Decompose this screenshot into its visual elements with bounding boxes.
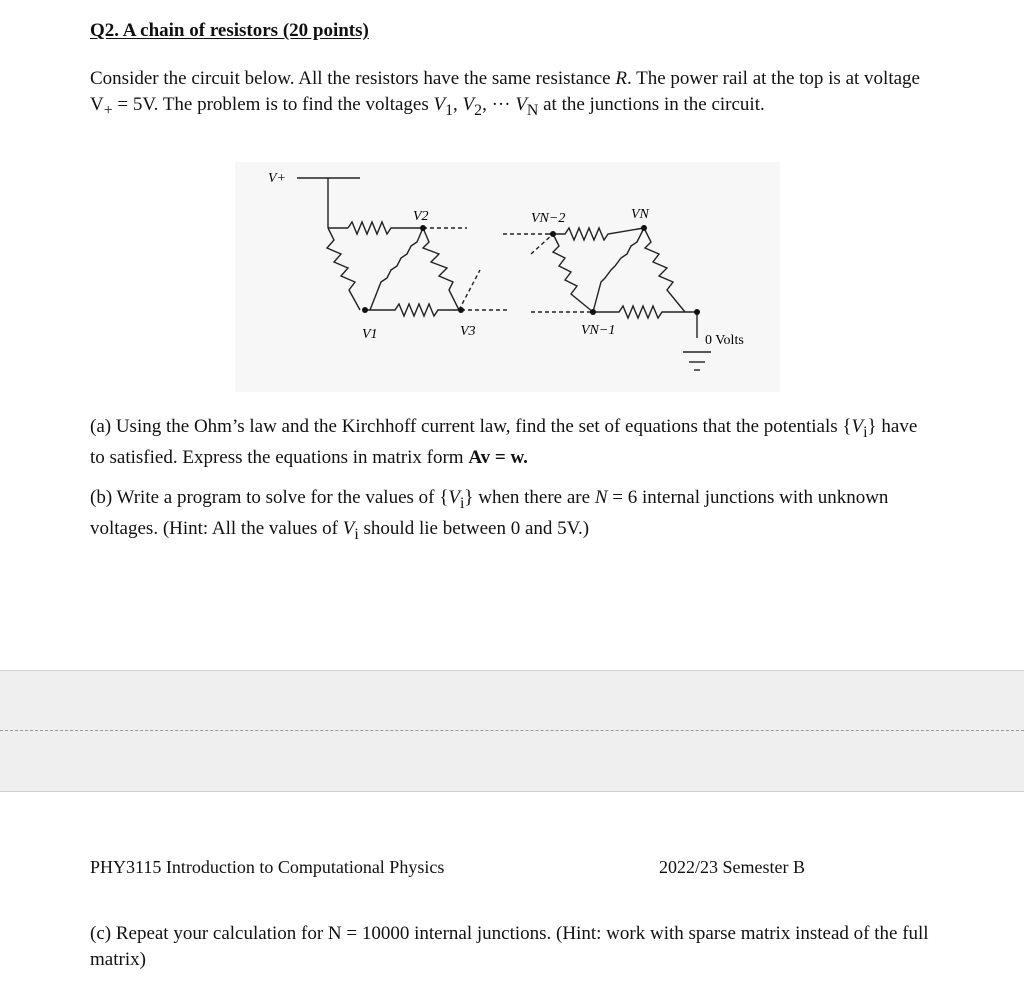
intro-comma-2: , ···: [482, 93, 516, 115]
label-v1: V1: [362, 327, 378, 342]
junction-v1: [362, 307, 368, 313]
junction-ground: [694, 309, 700, 315]
part-b-text-4: should lie between 0 and 5V.): [358, 518, 590, 540]
junction-vn: [641, 225, 647, 231]
v1-symbol: V: [433, 93, 446, 115]
part-b-vi2-symbol: V: [342, 518, 355, 540]
intro-text-4: at the junctions in the circuit.: [538, 93, 765, 115]
label-v3: V3: [460, 324, 476, 339]
part-a-text-2: } have to satisfied. Express the equations in matrix form: [90, 416, 918, 469]
part-b-n-symbol: N: [594, 487, 608, 508]
junction-v3: [458, 307, 464, 313]
semester-footer: 2022/23 Semester B: [659, 857, 805, 877]
label-vn: VN: [631, 207, 649, 222]
part-b-vi-subscript: i: [459, 494, 465, 512]
intro-text-2: . The power rail at the top is at voltage V: [90, 68, 920, 115]
part-a-paragraph: [90, 414, 930, 471]
part-b-vi-symbol: V: [448, 487, 460, 508]
page-break-top-band: [0, 670, 1024, 731]
junction-v2: [420, 225, 426, 231]
resistance-symbol: R: [615, 68, 627, 89]
part-b-text-2: } when there are: [464, 487, 595, 508]
v1-subscript: 1: [445, 101, 454, 119]
vplus-subscript: +: [103, 101, 113, 119]
v2-subscript: 2: [474, 101, 483, 119]
part-b-vi2-subscript: i: [354, 526, 359, 544]
junction-vn2: [550, 231, 556, 237]
matrix-equation: Av = w.: [468, 447, 528, 469]
vn-subscript: N: [526, 101, 539, 119]
label-vplus: V+: [268, 171, 286, 186]
label-vn2: VN−2: [531, 211, 566, 226]
part-a-vi-subscript: i: [863, 423, 868, 441]
label-v2: V2: [413, 209, 429, 224]
part-a-vi-symbol: V: [851, 416, 864, 437]
part-b-text-1: (b) Write a program to solve for the values of {: [90, 487, 449, 508]
course-footer: PHY3115 Introduction to Computational Physics: [90, 857, 445, 877]
part-b-paragraph: [90, 485, 930, 548]
part-a-text-1: (a) Using the Ohm’s law and the Kirchhoff current law, find the set of equations that the potentials {: [90, 416, 852, 437]
intro-text-1: Consider the circuit below. All the resistors have the same resistance: [90, 68, 616, 89]
resistor-chain-diagram: [235, 162, 780, 392]
intro-comma-1: ,: [453, 93, 463, 115]
page-break-bottom-band: [0, 731, 1024, 792]
vn-symbol: V: [515, 93, 527, 115]
intro-text-3: = 5V. The problem is to find the voltages: [112, 93, 434, 115]
intro-paragraph: [90, 66, 930, 123]
junction-vn1: [590, 309, 596, 315]
v2-symbol: V: [462, 93, 475, 115]
diagram-background: [235, 162, 780, 392]
question-title: Q2. A chain of resistors (20 points): [90, 20, 369, 41]
part-c-paragraph: (c) Repeat your calculation for N = 10000 internal junctions. (Hint: work with sparse matrix instead of the full matrix): [90, 923, 929, 970]
part-b-text-3: = 6 internal junctions with unknown voltages. (Hint: All the values of: [90, 487, 889, 540]
label-ground: 0 Volts: [705, 333, 744, 348]
label-vn1: VN−1: [581, 323, 616, 338]
